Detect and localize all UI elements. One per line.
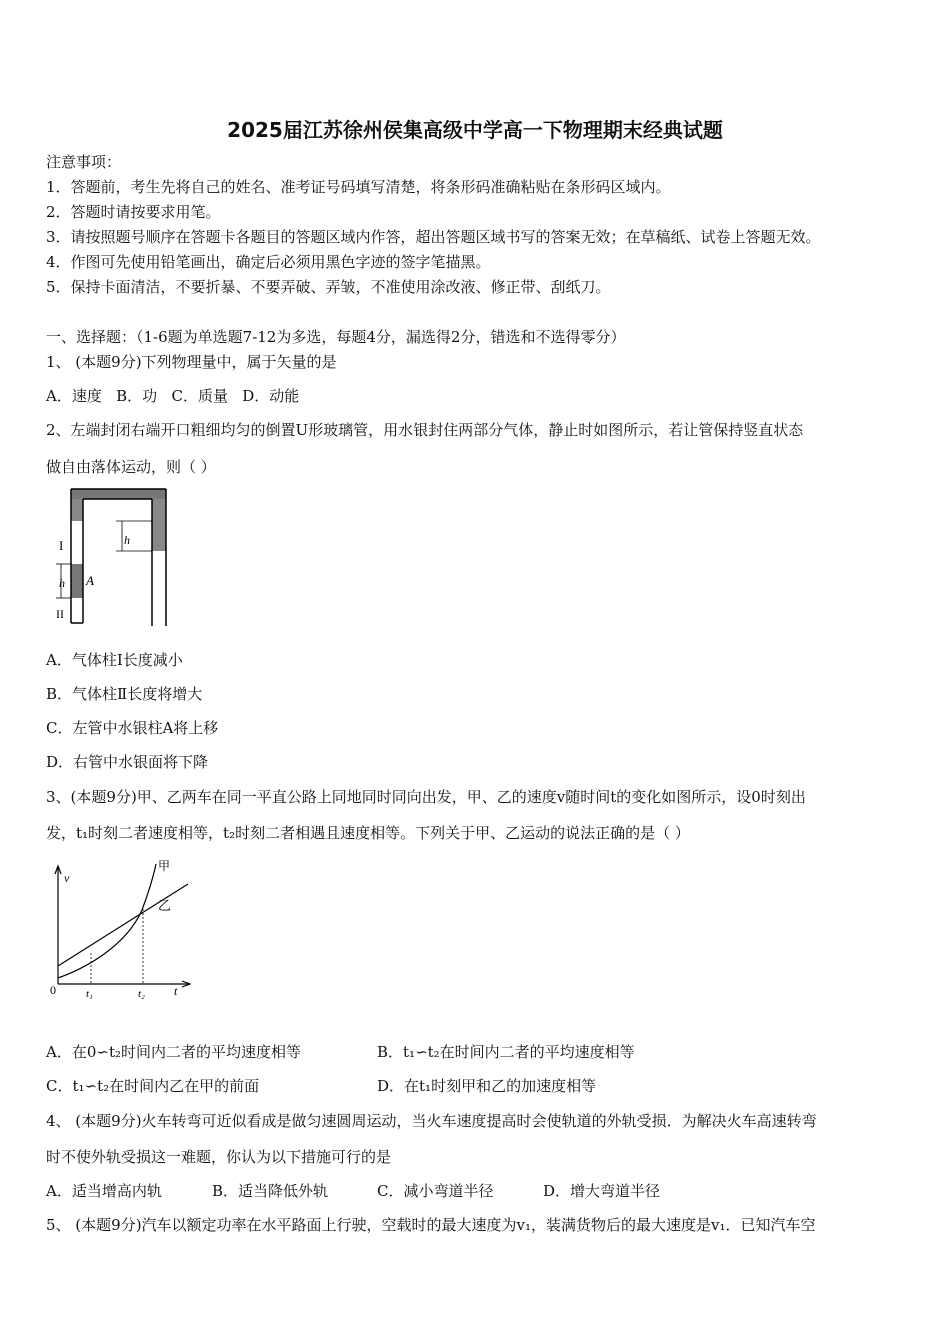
q5-stem: 5、 (本题9分)汽车以额定功率在水平路面上行驶，空载时的最大速度为v₁，装满货物后的最大速度是v₁．已知汽车空 [46,1216,816,1234]
q2-option-c: C．左管中水银柱A将上移 [46,719,219,737]
q2-stem: 2、左端封闭右端开口粗细均匀的倒置U形玻璃管，用水银封住两部分气体，静止时如图所示，若让管保持竖直状态 [46,421,804,439]
tube-top-mercury [71,489,166,499]
tick-t1: t₁ [86,988,93,1000]
page-title: 2025届江苏徐州侯集高级中学高一下物理期末经典试题 [227,118,723,142]
tick-t2: t₂ [138,988,145,1000]
axis-label-t: t [174,984,178,998]
vt-graph-figure [46,856,196,1002]
notice-item: 5．保持卡面清洁，不要折暴、不要弄破、弄皱，不准使用涂改液、修正带、刮纸刀。 [46,278,611,296]
notice-item: 3．请按照题号顺序在答题卡各题目的答题区域内作答，超出答题区域书写的答案无效；在草稿纸、试卷上答题无效。 [46,228,821,246]
section-heading: 一、选择题：（1-6题为单选题7-12为多选，每题4分，漏选得2分，错选和不选得零分） [46,328,626,346]
label-jia: 甲 [158,859,171,873]
line-yi [58,884,188,966]
axis-label-v: v [64,871,70,885]
left-top-mercury [71,499,83,521]
notice-heading: 注意事项： [46,153,122,171]
label-gas-ii: II [56,607,64,621]
q4-stem-cont: 时不使外轨受损这一难题，你认为以下措施可行的是 [46,1148,392,1166]
q4-option-a: A．适当增高内轨 [46,1182,162,1200]
q2-option-a: A．气体柱Ⅰ长度减小 [46,651,183,669]
q4-option-d: D．增大弯道半径 [543,1182,661,1200]
u-tube-figure [50,486,175,631]
notice-item: 1．答题前，考生先将自己的姓名、准考证号码填写清楚，将条形码准确粘贴在条形码区域内。 [46,178,671,196]
label-h-right: h [124,533,130,547]
mercury-column-a [71,564,83,598]
origin-label: 0 [50,983,56,997]
q3-option-c: C．t₁∽t₂在时间内乙在甲的前面 [46,1077,260,1095]
q3-option-a: A．在0∽t₂时间内二者的平均速度相等 [46,1043,301,1061]
q3-stem-cont: 发，t₁时刻二者速度相等，t₂时刻二者相遇且速度相等。下列关于甲、乙运动的说法正确的是（ ） [46,824,690,842]
curve-jia [58,864,156,978]
q2-option-b: B．气体柱Ⅱ长度将增大 [46,685,203,703]
q4-option-b: B．适当降低外轨 [212,1182,329,1200]
notice-item: 2．答题时请按要求用笔。 [46,203,221,221]
q4-stem: 4、 (本题9分)火车转弯可近似看成是做匀速圆周运动，当火车速度提高时会使轨道的外轨受损．为解决火车高速转弯 [46,1112,817,1130]
label-h-left: h [59,576,65,590]
q2-option-d: D．右管中水银面将下降 [46,753,209,771]
q3-option-b: B．t₁∽t₂在时间内二者的平均速度相等 [377,1043,635,1061]
q2-stem-cont: 做自由落体运动，则（ ） [46,458,216,476]
q4-option-c: C．减小弯道半径 [377,1182,494,1200]
right-mercury [152,499,166,551]
label-gas-i: I [59,538,64,553]
label-yi: 乙 [158,898,172,913]
q3-stem: 3、(本题9分)甲、乙两车在同一平直公路上同地同时同向出发，甲、乙的速度v随时间t的变化如图所示，设0时刻出 [46,788,806,806]
q1-stem: 1、 (本题9分)下列物理量中，属于矢量的是 [46,353,337,371]
notice-item: 4．作图可先使用铅笔画出，确定后必须用黑色字迹的签字笔描黑。 [46,253,491,271]
q3-option-d: D．在t₁时刻甲和乙的加速度相等 [377,1077,597,1095]
label-a: A [86,573,94,588]
q1-options: A．速度 B．功 C．质量 D．动能 [46,387,300,405]
